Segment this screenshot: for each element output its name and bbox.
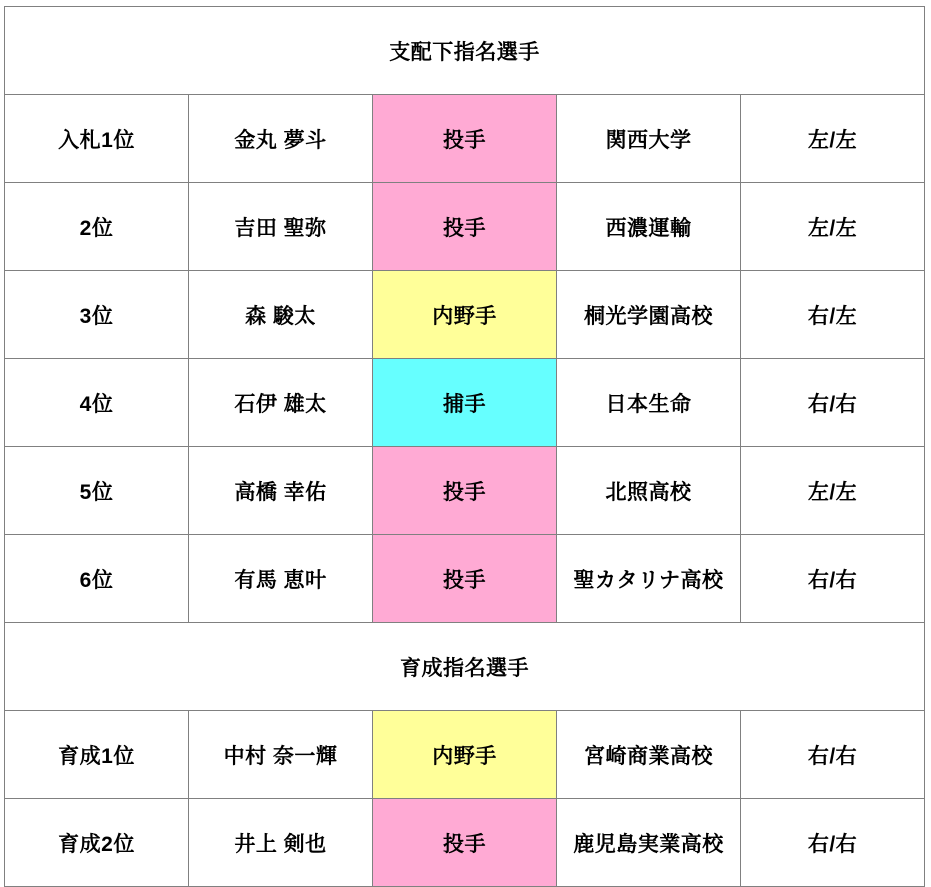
row-rank: 3位 xyxy=(5,271,189,359)
table-row xyxy=(5,271,925,359)
row-team: 関西大学 xyxy=(557,95,741,183)
row-throw-bat: 右/左 xyxy=(741,271,925,359)
row-rank: 6位 xyxy=(5,535,189,623)
row-position: 投手 xyxy=(373,447,557,535)
row-position: 内野手 xyxy=(373,271,557,359)
row-position: 投手 xyxy=(373,535,557,623)
row-throw-bat: 右/右 xyxy=(741,359,925,447)
table-row xyxy=(5,447,925,535)
table-body xyxy=(5,7,925,887)
row-position: 内野手 xyxy=(373,711,557,799)
row-team: 西濃運輸 xyxy=(557,183,741,271)
row-team: 鹿児島実業高校 xyxy=(557,799,741,887)
row-position: 投手 xyxy=(373,799,557,887)
row-name: 井上 剣也 xyxy=(189,799,373,887)
row-rank: 4位 xyxy=(5,359,189,447)
row-throw-bat: 右/右 xyxy=(741,711,925,799)
row-team: 日本生命 xyxy=(557,359,741,447)
row-name: 吉田 聖弥 xyxy=(189,183,373,271)
table-row xyxy=(5,95,925,183)
table-row xyxy=(5,711,925,799)
row-rank: 入札1位 xyxy=(5,95,189,183)
table-row xyxy=(5,183,925,271)
row-team: 宮崎商業高校 xyxy=(557,711,741,799)
row-throw-bat: 左/左 xyxy=(741,183,925,271)
row-rank: 育成2位 xyxy=(5,799,189,887)
row-position: 捕手 xyxy=(373,359,557,447)
section-header-row-main xyxy=(5,7,925,95)
table-row xyxy=(5,535,925,623)
section-title-dev: 育成指名選手 xyxy=(5,623,925,711)
row-position: 投手 xyxy=(373,95,557,183)
row-name: 有馬 恵叶 xyxy=(189,535,373,623)
row-team: 聖カタリナ高校 xyxy=(557,535,741,623)
row-throw-bat: 右/右 xyxy=(741,535,925,623)
table-row xyxy=(5,359,925,447)
row-name: 森 駿太 xyxy=(189,271,373,359)
row-rank: 育成1位 xyxy=(5,711,189,799)
row-rank: 5位 xyxy=(5,447,189,535)
draft-results-table xyxy=(4,6,925,887)
row-name: 金丸 夢斗 xyxy=(189,95,373,183)
row-name: 高橋 幸佑 xyxy=(189,447,373,535)
section-header-row-dev xyxy=(5,623,925,711)
row-team: 桐光学園高校 xyxy=(557,271,741,359)
row-position: 投手 xyxy=(373,183,557,271)
row-throw-bat: 右/右 xyxy=(741,799,925,887)
row-throw-bat: 左/左 xyxy=(741,447,925,535)
row-team: 北照高校 xyxy=(557,447,741,535)
section-title-main: 支配下指名選手 xyxy=(5,7,925,95)
row-rank: 2位 xyxy=(5,183,189,271)
row-name: 中村 奈一輝 xyxy=(189,711,373,799)
table-row xyxy=(5,799,925,887)
row-throw-bat: 左/左 xyxy=(741,95,925,183)
row-name: 石伊 雄太 xyxy=(189,359,373,447)
